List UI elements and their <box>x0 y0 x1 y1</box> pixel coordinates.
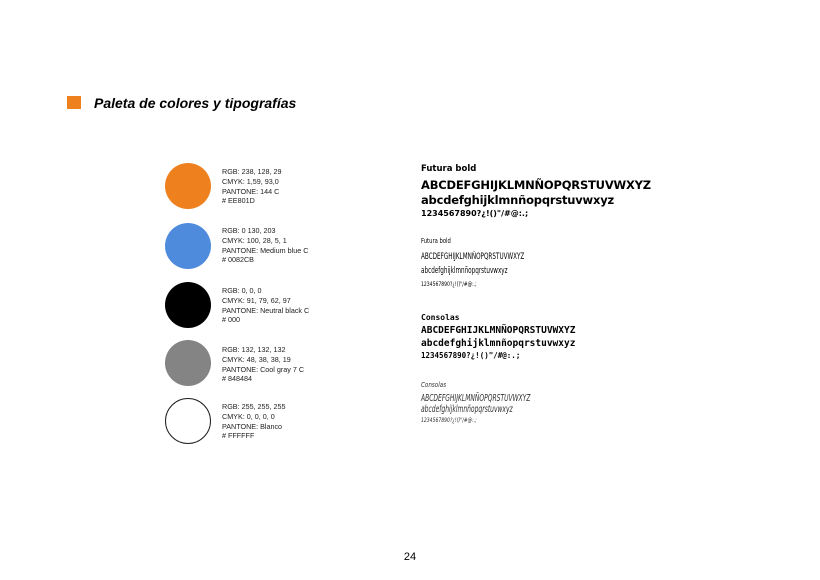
spec-rgb: RGB: 132, 132, 132 <box>222 345 286 354</box>
page-title: Paleta de colores y tipografías <box>94 95 297 111</box>
page-number: 24 <box>403 551 417 563</box>
typeface-symbols: 1234567890?¿!()"/#@:.; <box>421 351 521 360</box>
swatch-blue <box>165 223 211 269</box>
typeface-name: Futura bold <box>421 164 477 174</box>
typeface-uppercase: ABCDEFGHIJKLMNÑOPQRSTUVWXYZ <box>421 178 651 192</box>
spec-hex: # 0082CB <box>222 255 254 265</box>
spec-hex: # 000 <box>222 315 240 325</box>
typeface-futura-bold-narrow <box>421 237 585 288</box>
spec-rgb: RGB: 0, 0, 0 <box>222 286 262 295</box>
swatch-black <box>165 282 211 328</box>
color-specs-white <box>222 402 286 441</box>
typeface-symbols: 1234567890?¿!()"/#@:.; <box>421 416 477 424</box>
typeface-lowercase: abcdefghijklmnñopqrstuvwxyz <box>421 266 508 276</box>
spec-hex: # EE801D <box>222 196 255 206</box>
swatch-orange <box>165 163 211 209</box>
color-specs-orange <box>222 167 282 206</box>
spec-cmyk: CMYK: 0, 0, 0, 0 <box>222 411 275 421</box>
spec-pantone: PANTONE: 144 C <box>222 186 280 196</box>
swatch-white <box>165 398 211 444</box>
typeface-lowercase: abcdefghijklmnñopqrstuvwxyz <box>421 338 576 349</box>
typeface-name: Futura bold <box>421 237 451 245</box>
title-square-icon <box>67 96 81 109</box>
spec-pantone: PANTONE: Cool gray 7 C <box>222 364 305 374</box>
typeface-lowercase: abcdefghijklmnñopqrstuvwxyz <box>421 193 614 207</box>
spec-cmyk: CMYK: 48, 38, 38, 19 <box>222 354 291 364</box>
typeface-name: Consolas <box>421 313 460 322</box>
spec-cmyk: CMYK: 100, 28, 5, 1 <box>222 235 287 245</box>
typeface-uppercase: ABCDEFGHIJKLMNÑOPQRSTUVWXYZ <box>421 325 576 336</box>
typeface-lowercase: abcdefghijklmnñopqrstuvwxyz <box>421 404 513 415</box>
typeface-symbols: 1234567890?¿!()"/#@:.; <box>421 280 477 288</box>
spec-hex: # 848484 <box>222 374 252 384</box>
typeface-symbols: 1234567890?¿!()"/#@:.; <box>421 209 529 218</box>
spec-rgb: RGB: 0 130, 203 <box>222 226 276 235</box>
spec-cmyk: CMYK: 1,59, 93,0 <box>222 176 279 186</box>
spec-pantone: PANTONE: Blanco <box>222 421 283 431</box>
spec-pantone: PANTONE: Medium blue C <box>222 245 309 255</box>
spec-rgb: RGB: 238, 128, 29 <box>222 167 282 176</box>
typeface-handwritten <box>421 381 603 424</box>
color-specs-black <box>222 286 309 325</box>
typeface-name: Consolas <box>421 381 447 389</box>
spec-pantone: PANTONE: Neutral black C <box>222 305 310 315</box>
spec-cmyk: CMYK: 91, 79, 62, 97 <box>222 295 291 305</box>
typeface-consolas <box>421 313 575 360</box>
typeface-uppercase: ABCDEFGHIJKLMNÑOPQRSTUVWXYZ <box>421 393 531 404</box>
typeface-uppercase: ABCDEFGHIJKLMNÑOPQRSTUVWXYZ <box>421 252 525 262</box>
color-specs-blue <box>222 226 308 265</box>
spec-rgb: RGB: 255, 255, 255 <box>222 402 286 411</box>
typeface-futura-bold <box>421 164 651 218</box>
swatch-gray <box>165 340 211 386</box>
spec-hex: # FFFFFF <box>222 431 255 441</box>
color-specs-gray <box>222 345 304 384</box>
